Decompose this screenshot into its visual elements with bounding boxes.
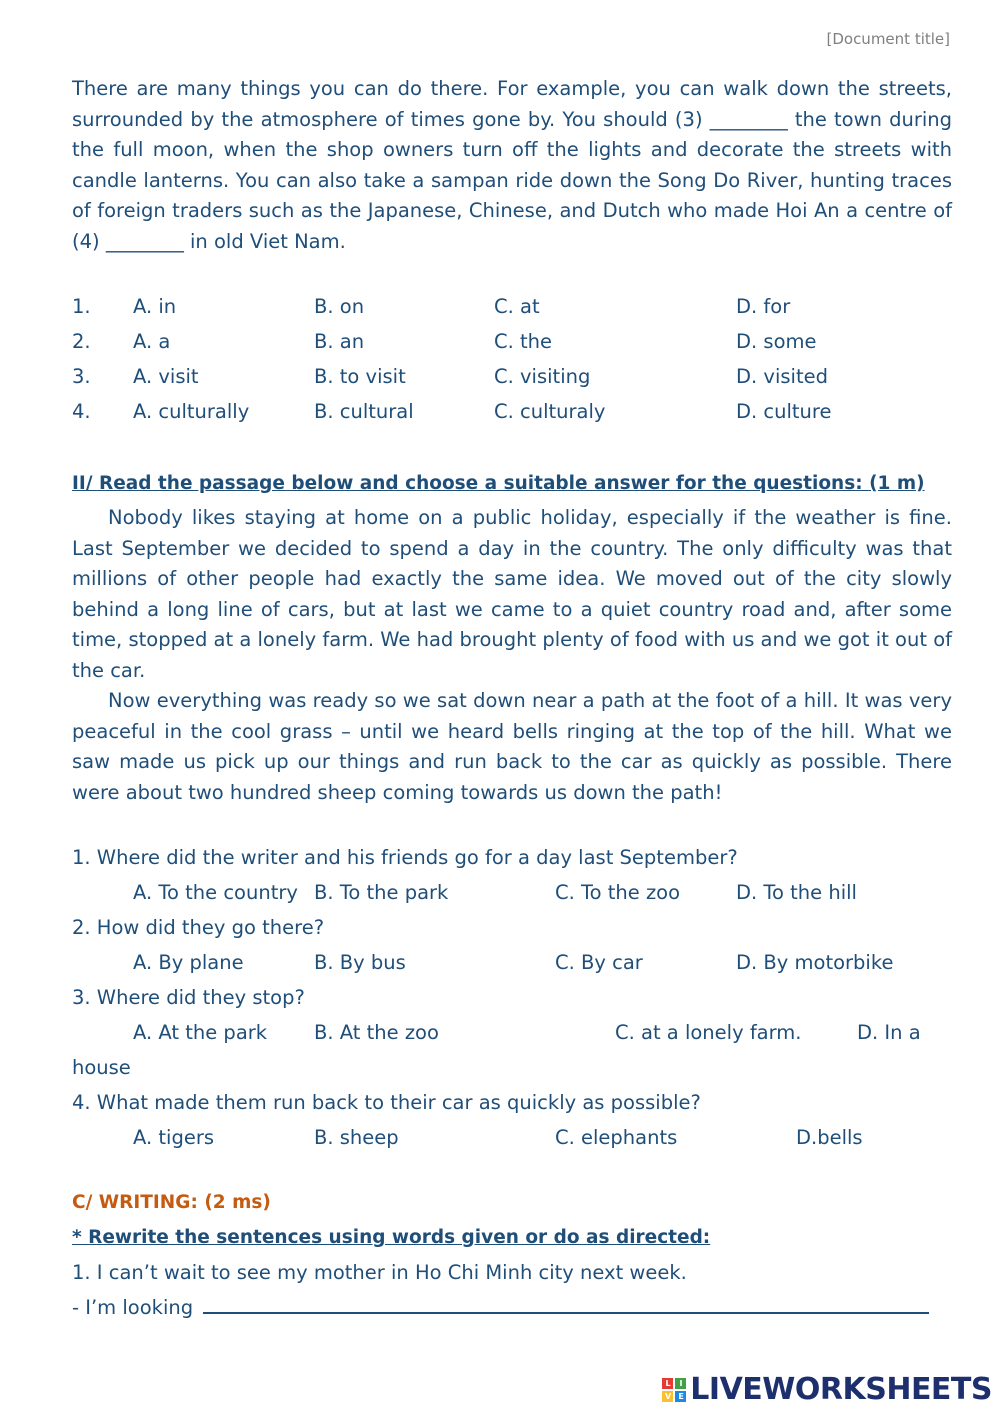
- option-a: A. At the park: [133, 1021, 268, 1044]
- option-row-3: [72, 359, 952, 394]
- question-2: 2. How did they go there?: [72, 916, 325, 939]
- logo-square: V: [662, 1391, 673, 1402]
- liveworksheets-icon: [662, 1378, 686, 1402]
- option-a: A. culturally: [133, 400, 250, 423]
- passage-holiday-p2: Now everything was ready so we sat down near a path at the foot of a hill. It was very peaceful in the cool grass – until we heard bells ringing at the top of the hill. What we saw made us pick up our things and run back to the car as quickly as possible. There were about two hundred sheep coming towards us down the path!: [72, 689, 952, 804]
- writing-answer-1: [72, 1290, 952, 1325]
- option-number: 4.: [72, 400, 91, 423]
- option-c: C. at a lonely farm.: [615, 1021, 802, 1044]
- option-row-1: [72, 289, 952, 324]
- document-title: [Document title]: [826, 30, 950, 48]
- option-d: D. culture: [736, 400, 832, 423]
- writing-subheading: * Rewrite the sentences using words given or do as directed:: [72, 1227, 711, 1248]
- option-row-2: [72, 324, 952, 359]
- option-d: D. visited: [736, 365, 828, 388]
- option-a: A. in: [133, 295, 177, 318]
- question-3-wrap: house: [72, 1056, 131, 1079]
- liveworksheets-wordmark: LIVEWORKSHEETS: [690, 1372, 992, 1407]
- option-b: B. At the zoo: [314, 1021, 439, 1044]
- option-d: D. To the hill: [736, 881, 857, 904]
- option-a: A. tigers: [133, 1126, 215, 1149]
- option-b: B. to visit: [314, 365, 406, 388]
- option-a: A. To the country: [133, 881, 298, 904]
- writing-sentence-1: 1. I can’t wait to see my mother in Ho Chi Minh city next week.: [72, 1261, 687, 1284]
- logo-square: L: [662, 1378, 673, 1389]
- question-4: 4. What made them run back to their car as quickly as possible?: [72, 1091, 701, 1114]
- section-2-heading: II/ Read the passage below and choose a suitable answer for the questions: (1 m): [72, 473, 925, 494]
- option-d: D. for: [736, 295, 791, 318]
- worksheet-page: [72, 74, 952, 1325]
- option-b: B. sheep: [314, 1126, 399, 1149]
- logo-square: E: [675, 1391, 686, 1402]
- option-d: D. In a: [857, 1021, 921, 1044]
- option-c: C. the: [494, 330, 553, 353]
- option-c: C. elephants: [555, 1126, 678, 1149]
- option-a: A. a: [133, 330, 171, 353]
- option-d: D. some: [736, 330, 817, 353]
- option-c: C. visiting: [494, 365, 591, 388]
- question-4-options: [72, 1120, 952, 1155]
- options-list-1: [72, 289, 952, 429]
- passage-hoi-an: There are many things you can do there. For example, you can walk down the streets, surrounded by the atmosphere of times gone by. You should (3) ________ the town during the full moon, when the shop owners turn off the lights and decorate the streets with candle lanterns. You can also take a sampan ride down the Song Do River, hunting traces of foreign traders such as the Japanese, Chinese, and Dutch who made Hoi An a centre of (4) ________ in old Viet Nam.: [72, 77, 952, 253]
- option-row-4: [72, 394, 952, 429]
- option-a: A. By plane: [133, 951, 244, 974]
- option-b: B. By bus: [314, 951, 406, 974]
- option-b: B. an: [314, 330, 365, 353]
- option-d: D.bells: [796, 1126, 863, 1149]
- logo-square: I: [675, 1378, 686, 1389]
- answer-prompt: - I’m looking: [72, 1296, 194, 1319]
- option-b: B. To the park: [314, 881, 449, 904]
- questions-list: [72, 840, 952, 1155]
- option-c: C. By car: [555, 951, 643, 974]
- question-1: 1. Where did the writer and his friends go for a day last September?: [72, 846, 738, 869]
- option-c: C. at: [494, 295, 540, 318]
- option-number: 3.: [72, 365, 91, 388]
- option-number: 1.: [72, 295, 91, 318]
- answer-line[interactable]: [203, 1292, 929, 1314]
- option-c: C. To the zoo: [555, 881, 681, 904]
- writing-title: C/ WRITING: (2 ms): [72, 1192, 271, 1213]
- question-3: 3. Where did they stop?: [72, 986, 305, 1009]
- option-number: 2.: [72, 330, 91, 353]
- option-b: B. cultural: [314, 400, 414, 423]
- passage-holiday-p1: Nobody likes staying at home on a public holiday, especially if the weather is fine. Last September we decided to spend a day in the country. The only difficulty was that millions of other people had exactly the same idea. We moved out of the city slowly behind a long line of cars, but at last we came to a quiet country road and, after some time, stopped at a lonely farm. We had brought plenty of food with us and we got it out of the car.: [72, 506, 952, 682]
- question-2-options: [72, 945, 952, 980]
- question-1-options: [72, 875, 952, 910]
- option-a: A. visit: [133, 365, 199, 388]
- option-d: D. By motorbike: [736, 951, 894, 974]
- liveworksheets-logo: [662, 1372, 992, 1407]
- option-b: B. on: [314, 295, 365, 318]
- option-c: C. culturaly: [494, 400, 606, 423]
- question-3-options: [72, 1015, 952, 1050]
